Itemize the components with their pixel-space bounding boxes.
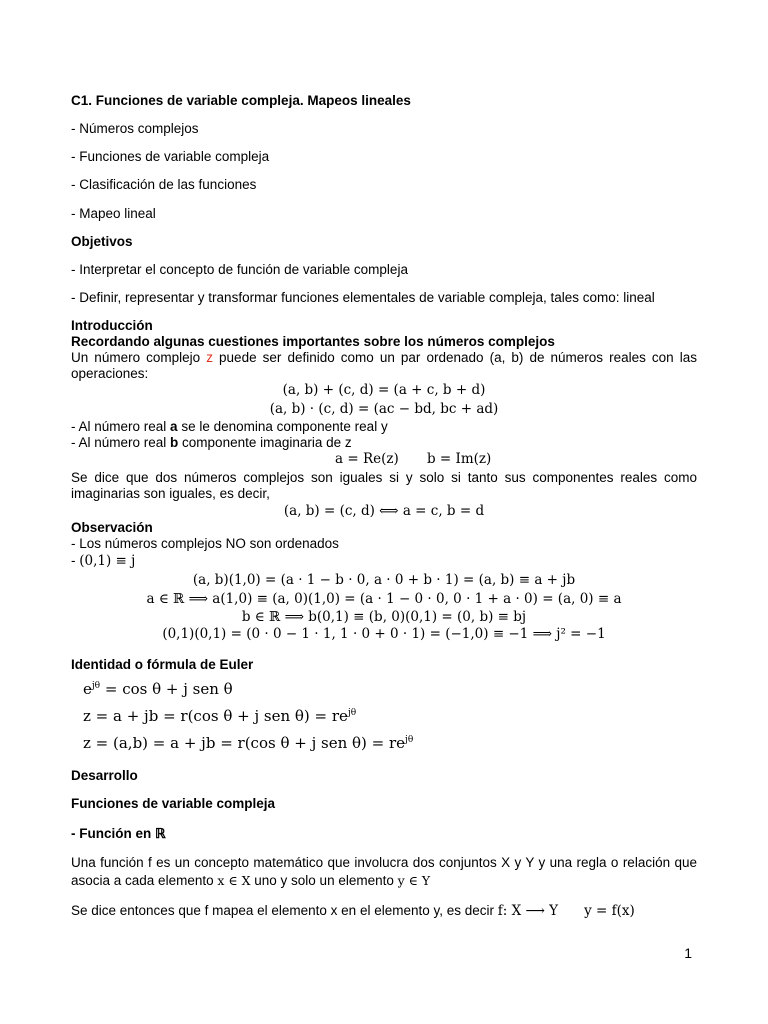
equation-observacion: (a, b)(1,0) = (a · 1 − b · 0, a · 0 + b · 1) = (a, b) ≡ a + jb	[192, 572, 576, 588]
equation-polar	[83, 706, 356, 726]
page-content	[71, 0, 697, 1024]
text-run: - Al número real	[71, 435, 171, 450]
equation-observacion: b ∈ ℝ ⟹ b(0,1) ≡ (b, 0)(0,1) = (0, b) ≡ bj	[241, 609, 527, 625]
text-run: z = (a,b) = a + jb = r(cos θ + j sen θ) = re	[83, 734, 406, 752]
imag-component-line	[71, 434, 352, 451]
equation-observacion: a ∈ ℝ ⟹ a(1,0) ≡ (a, 0)(1,0) = (a · 1 − 0 · 0, 0 · 1 + a · 0) = (a, 0) ≡ a	[146, 591, 622, 607]
document-title: C1. Funciones de variable compleja. Mapeos lineales	[71, 93, 411, 108]
topic-item: - Funciones de variable compleja	[71, 149, 270, 164]
variable-b: b	[170, 435, 179, 450]
page-number: 1	[684, 945, 692, 961]
text-run: Función en ℝ	[79, 826, 166, 841]
funcion-heading	[71, 825, 166, 842]
equation-equality: (a, b) = (c, d) ⟺ a = c, b = d	[283, 503, 485, 519]
equation-re: a = Re(z)	[335, 451, 399, 467]
text-run: - Al número real	[71, 419, 171, 434]
text-run: asocia a cada elemento	[71, 873, 218, 888]
equation-j: (0,1) ≡ j	[79, 553, 136, 569]
text-run: = cos θ + j sen θ	[100, 680, 233, 698]
equation-product: (a, b) · (c, d) = (ac − bd, bc + ad)	[269, 401, 499, 417]
exponent: jθ	[91, 681, 101, 691]
equation-euler	[83, 679, 233, 699]
text-run: uno y solo un elemento	[250, 873, 398, 888]
text-run: Se dice entonces que f mapea el elemento x en el elemento y, es decir	[71, 903, 498, 918]
text-run: -	[71, 826, 80, 841]
math-inline: f: X ⟶ Y	[497, 903, 559, 919]
topic-item: - Mapeo lineal	[71, 206, 156, 221]
desarrollo-heading: Desarrollo	[71, 768, 138, 783]
objetivos-heading: Objetivos	[71, 234, 133, 249]
desarrollo-subheading: Funciones de variable compleja	[71, 796, 276, 811]
math-inline: y ∈ Y	[397, 873, 431, 888]
equation-polar-pair	[83, 733, 413, 753]
text-run: puede ser definido como un par ordenado (a, b) de números reales con las	[212, 350, 698, 365]
funcion-paragraph-line	[71, 872, 430, 889]
real-component-line	[71, 418, 388, 435]
text-run: -	[71, 553, 80, 568]
equality-paragraph-line: imaginarias son iguales, es decir,	[71, 486, 270, 501]
observacion-item: - Los números complejos NO son ordenados	[71, 536, 339, 551]
observacion-heading: Observación	[71, 520, 153, 535]
math-inline: x ∈ X	[217, 873, 251, 888]
equation-observacion: (0,1)(0,1) = (0 · 0 − 1 · 1, 1 · 0 + 0 · 1) = (−1,0) ≡ −1 ⟹ j² = −1	[162, 626, 606, 642]
objetivo-item: - Interpretar el concepto de función de variable compleja	[71, 262, 408, 277]
exponent: jθ	[405, 735, 414, 745]
exponent: jθ	[347, 708, 357, 718]
euler-heading: Identidad o fórmula de Euler	[71, 657, 254, 672]
objetivo-item: - Definir, representar y transformar funciones elementales de variable compleja, tales como: lineal	[71, 290, 655, 305]
text-run: e	[83, 680, 92, 698]
text-run: z = a + jb = r(cos θ + j sen θ) = re	[83, 707, 348, 725]
topic-item: - Clasificación de las funciones	[71, 177, 257, 192]
math-inline: y = f(x)	[584, 903, 635, 919]
intro-paragraph-line	[71, 349, 697, 366]
mapping-paragraph-line	[71, 902, 635, 920]
equation-sum: (a, b) + (c, d) = (a + c, b + d)	[282, 382, 486, 398]
funcion-paragraph-line: Una función f es un concepto matemático que involucra dos conjuntos X y Y y una regla o relación que	[71, 855, 697, 870]
observacion-item	[71, 552, 135, 570]
text-run: componente imaginaria de z	[178, 435, 352, 450]
variable-a: a	[170, 419, 178, 434]
text-run: se le denomina componente real y	[177, 419, 388, 434]
equation-im: b = Im(z)	[427, 451, 492, 467]
intro-subheading: Recordando algunas cuestiones importantes sobre los números complejos	[71, 334, 555, 349]
intro-heading: Introducción	[71, 318, 153, 333]
equality-paragraph-line: Se dice que dos números complejos son iguales si y solo si tanto sus componentes reales como	[71, 470, 697, 485]
topic-item: - Números complejos	[71, 121, 199, 136]
text-run: Un número complejo	[71, 350, 207, 365]
intro-paragraph-line: operaciones:	[71, 366, 149, 381]
variable-z: z	[206, 350, 213, 365]
